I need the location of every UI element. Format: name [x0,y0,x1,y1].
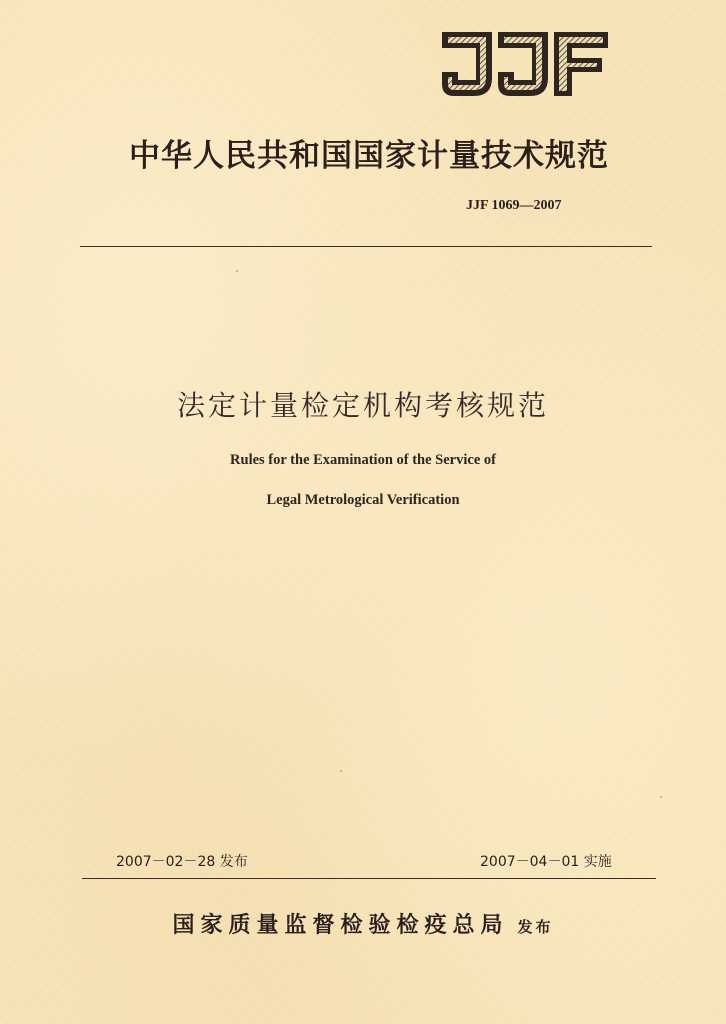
document-title-en-line2: Legal Metrological Verification [266,492,460,508]
paper-speck [660,796,662,798]
publisher-name: 国家质量监督检验检疫总局 [172,912,509,938]
logo-letter-j [442,32,492,96]
bottom-divider [82,878,656,879]
top-divider [80,246,652,247]
document-title-cn: 法定计量检定机构考核规范 [176,389,549,422]
issue-date: 2007－02－28 发布 [116,854,248,870]
document-title-en-line1: Rules for the Examination of the Service of [230,452,496,468]
publisher-suffix: 发布 [517,918,554,936]
logo-letter-j [498,32,548,96]
standard-series-title-text: 中华人民共和国国家计量技术规范 [129,138,609,174]
publisher [0,908,726,939]
paper-speck [236,270,238,272]
standard-series-title [0,130,726,175]
document-code: JJF 1069—2007 [466,198,562,213]
implementation-date: 2007－04－01 实施 [480,854,612,870]
jjf-logo-icon [436,28,612,100]
paper-speck [340,770,342,772]
logo-letter-f [554,32,608,96]
jjf-logo-graphic [436,28,612,100]
